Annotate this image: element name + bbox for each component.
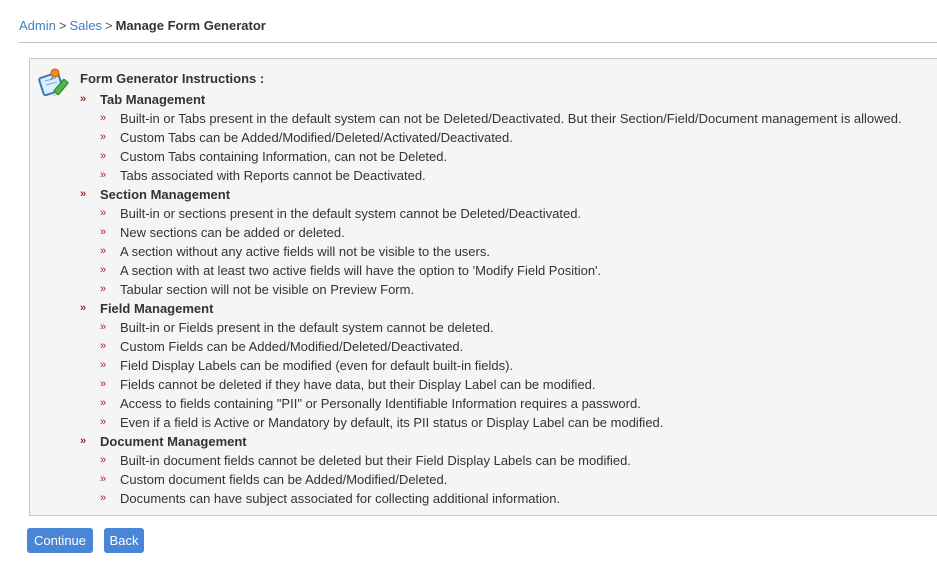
bullet-icon: » [80, 93, 87, 105]
list-item: » Custom Tabs can be Added/Modified/Deleted/Activated/Deactivated. [100, 130, 513, 145]
list-item: » Built-in or Tabs present in the default system can not be Deleted/Deactivated. But their Section/Field/Document management is allowed. [100, 111, 902, 126]
list-item: » Built-in document fields cannot be deleted but their Field Display Labels can be modified. [100, 453, 631, 468]
section-heading-document-management: » Document Management [80, 434, 247, 449]
divider [19, 42, 937, 43]
bullet-icon: » [100, 378, 107, 390]
list-item: » A section with at least two active fields will have the option to 'Modify Field Position'. [100, 263, 602, 278]
breadcrumb-admin-link[interactable]: Admin [19, 18, 56, 33]
panel-title: Form Generator Instructions : [80, 71, 265, 86]
list-item: » Custom Fields can be Added/Modified/Deleted/Deactivated. [100, 339, 464, 354]
back-button[interactable]: Back [104, 528, 144, 553]
breadcrumb-current: Manage Form Generator [115, 18, 266, 33]
bullet-icon: » [80, 435, 87, 447]
instructions-panel [29, 58, 937, 516]
list-item: » A section without any active fields will not be visible to the users. [100, 244, 490, 259]
bullet-icon: » [100, 112, 107, 124]
list-item: » Custom Tabs containing Information, can not be Deleted. [100, 149, 448, 164]
bullet-icon: » [100, 473, 107, 485]
bullet-icon: » [100, 245, 107, 257]
bullet-icon: » [100, 454, 107, 466]
bullet-icon: » [100, 416, 107, 428]
bullet-icon: » [100, 150, 107, 162]
bullet-icon: » [80, 302, 87, 314]
continue-button[interactable]: Continue [27, 528, 93, 553]
breadcrumb-sales-link[interactable]: Sales [69, 18, 102, 33]
bullet-icon: » [80, 188, 87, 200]
list-item: » Built-in or Fields present in the default system cannot be deleted. [100, 320, 494, 335]
list-item: » Built-in or sections present in the default system cannot be Deleted/Deactivated. [100, 206, 582, 221]
section-heading-section-management: » Section Management [80, 187, 231, 202]
bullet-icon: » [100, 283, 107, 295]
list-item: » Documents can have subject associated for collecting additional information. [100, 491, 561, 506]
bullet-icon: » [100, 131, 107, 143]
section-heading-field-management: » Field Management [80, 301, 214, 316]
list-item: » Access to fields containing "PII" or Personally Identifiable Information requires a password. [100, 396, 641, 411]
list-item: » New sections can be added or deleted. [100, 225, 345, 240]
bullet-icon: » [100, 492, 107, 504]
bullet-icon: » [100, 340, 107, 352]
breadcrumb-separator: > [104, 18, 113, 33]
list-item: » Even if a field is Active or Mandatory by default, its PII status or Display Label can be modified. [100, 415, 664, 430]
instruction-sections [80, 90, 902, 508]
list-item: » Custom document fields can be Added/Modified/Deleted. [100, 472, 448, 487]
list-item: » Field Display Labels can be modified (even for default built-in fields). [100, 358, 514, 373]
list-item: » Fields cannot be deleted if they have data, but their Display Label can be modified. [100, 377, 596, 392]
breadcrumb [19, 18, 266, 34]
list-item: » Tabular section will not be visible on Preview Form. [100, 282, 415, 297]
bullet-icon: » [100, 321, 107, 333]
bullet-icon: » [100, 359, 107, 371]
bullet-icon: » [100, 264, 107, 276]
notepad-pencil-icon [38, 67, 72, 99]
bullet-icon: » [100, 226, 107, 238]
bullet-icon: » [100, 169, 107, 181]
bullet-icon: » [100, 397, 107, 409]
section-heading-tab-management: » Tab Management [80, 92, 206, 107]
breadcrumb-separator: > [58, 18, 67, 33]
list-item: » Tabs associated with Reports cannot be Deactivated. [100, 168, 426, 183]
bullet-icon: » [100, 207, 107, 219]
